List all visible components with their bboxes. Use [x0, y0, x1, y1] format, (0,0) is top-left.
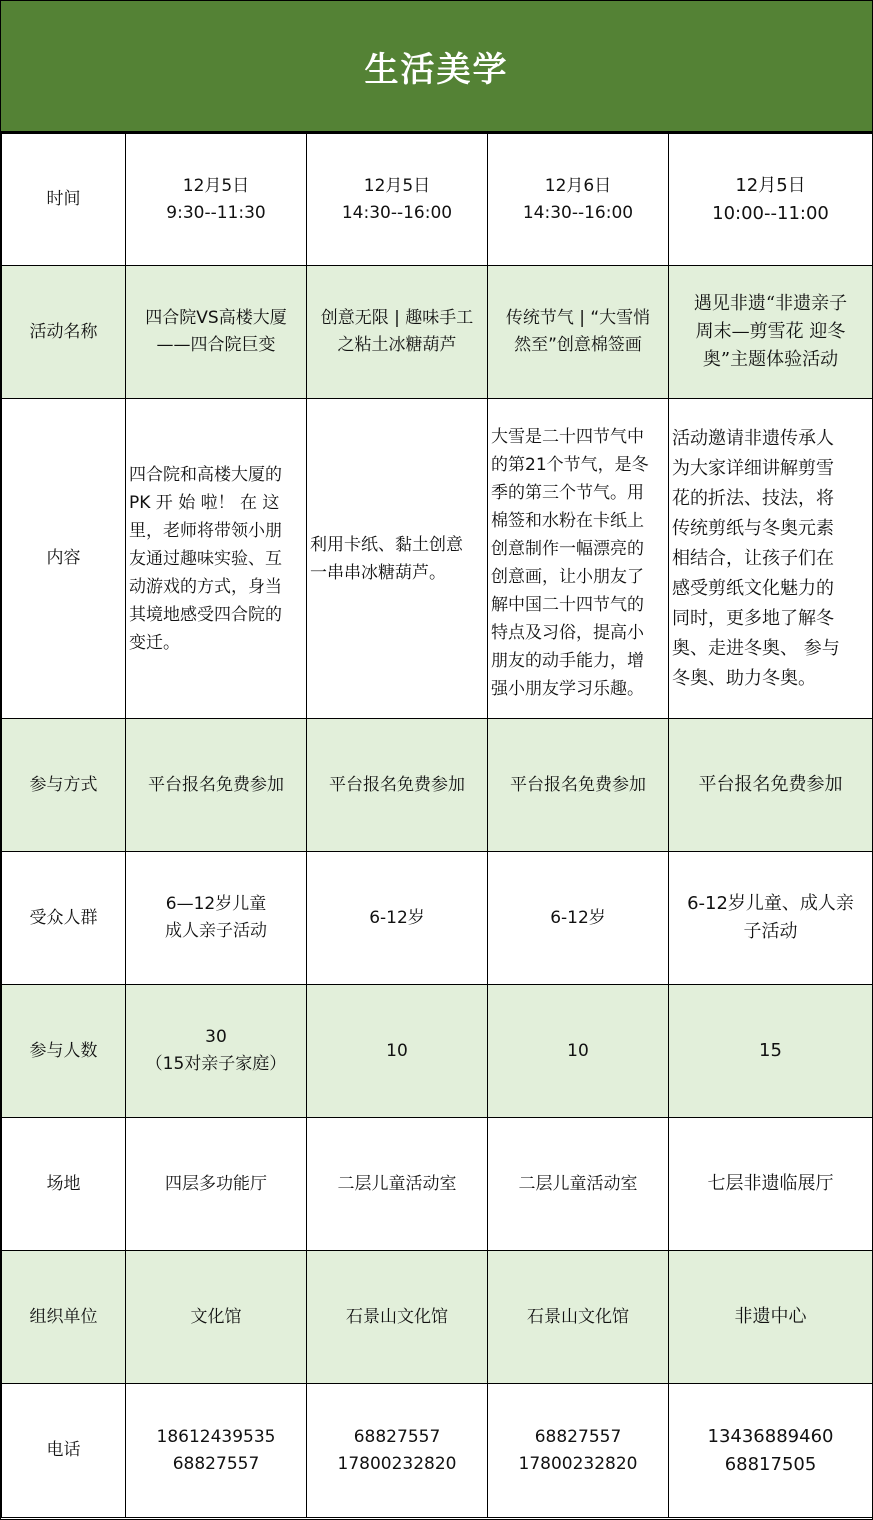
- cell-text-line: 石景山文化馆: [346, 1306, 448, 1327]
- cell-phone: [669, 1384, 873, 1518]
- cell-venue: [307, 1118, 488, 1251]
- cell-text-line: 花的折法、技法，将: [672, 487, 834, 509]
- cell-audience: [488, 852, 669, 985]
- cell-text-line: 一串串冰糖葫芦。: [310, 562, 446, 583]
- cell-text-line: 17800232820: [518, 1453, 638, 1474]
- cell-text-line: 成人亲子活动: [165, 921, 267, 941]
- cell-content: [488, 399, 669, 719]
- cell-text-line: 平台报名免费参加: [510, 774, 646, 795]
- cell-text-line: 友通过趣味实验、互: [129, 548, 282, 569]
- cell-text-line: ——四合院巨变: [156, 335, 276, 355]
- cell-text-line: 变迁。: [129, 632, 180, 653]
- cell-audience: [669, 852, 873, 985]
- cell-text-line: 创意制作一幅漂亮的: [491, 539, 644, 559]
- cell-text-line: 14:30--16:00: [341, 202, 453, 223]
- cell-text-line: 平台报名免费参加: [148, 774, 284, 795]
- cell-text-line: 平台报名免费参加: [698, 774, 843, 795]
- cell-text-line: 为大家详细讲解剪雪: [672, 457, 834, 479]
- cell-activity-name: [307, 266, 488, 399]
- cell-text-line: 平台报名免费参加: [329, 774, 465, 795]
- title-bar: [1, 1, 872, 133]
- row-venue: [2, 1118, 873, 1251]
- cell-time: [488, 134, 669, 266]
- cell-text-line: PK 开 始 啦！ 在 这: [129, 492, 280, 513]
- cell-text-line: 创意画，让小朋友了: [491, 567, 644, 587]
- cell-text-line: 然至”创意棉签画: [514, 335, 642, 355]
- cell-text-line: 10: [386, 1040, 408, 1061]
- cell-text-line: 之粘土冰糖葫芦: [337, 335, 457, 355]
- cell-text-line: 四合院VS高楼大厦: [145, 308, 287, 328]
- cell-text-line: 12月5日: [363, 175, 431, 196]
- cell-activity-name: [126, 266, 307, 399]
- row-phone: [2, 1384, 873, 1518]
- cell-text-line: 68827557: [353, 1426, 441, 1447]
- cell-text-line: 二层儿童活动室: [518, 1173, 638, 1194]
- cell-text-line: 创意无限 | 趣味手工: [320, 308, 474, 328]
- cell-text-line: 七层非遗临展厅: [707, 1173, 834, 1194]
- cell-phone: [488, 1384, 669, 1518]
- cell-participation: [488, 719, 669, 852]
- cell-text-line: 大雪是二十四节气中: [491, 427, 644, 447]
- cell-content: [307, 399, 488, 719]
- row-label: 受众人群: [2, 852, 126, 985]
- cell-text-line: 传统剪纸与冬奥元素: [672, 517, 834, 539]
- cell-time: [126, 134, 307, 266]
- cell-text-line: 10:00--11:00: [712, 202, 829, 224]
- cell-text-line: 同时，更多地了解冬: [672, 607, 834, 629]
- cell-organizer: [307, 1251, 488, 1384]
- row-label: 时间: [2, 134, 126, 266]
- cell-venue: [669, 1118, 873, 1251]
- cell-text-line: 棉签和水粉在卡纸上: [491, 511, 644, 531]
- row-label: 组织单位: [2, 1251, 126, 1384]
- cell-text-line: 奥、走进冬奥、 参与: [672, 637, 840, 659]
- cell-text-line: 9:30--11:30: [166, 202, 266, 223]
- cell-text-line: 10: [567, 1040, 589, 1061]
- cell-participation: [669, 719, 873, 852]
- cell-text-line: 传统节气 | “大雪悄: [505, 308, 651, 328]
- cell-text-line: 14:30--16:00: [522, 202, 634, 223]
- cell-text-line: 15: [759, 1040, 782, 1061]
- cell-text-line: 石景山文化馆: [527, 1306, 629, 1327]
- cell-text-line: 文化馆: [190, 1306, 242, 1327]
- row-label: 场地: [2, 1118, 126, 1251]
- cell-participation: [307, 719, 488, 852]
- cell-venue: [126, 1118, 307, 1251]
- cell-text-line: 遇见非遗“非遗亲子: [693, 293, 848, 314]
- cell-text-line: （15对亲子家庭）: [145, 1054, 287, 1074]
- cell-text-line: 解中国二十四节气的: [491, 595, 644, 615]
- cell-text-line: 6-12岁: [550, 907, 606, 928]
- cell-text-line: 利用卡纸、黏土创意: [310, 534, 463, 555]
- cell-text-line: 68827557: [172, 1453, 260, 1474]
- cell-headcount: [488, 985, 669, 1118]
- cell-text-line: 17800232820: [337, 1453, 457, 1474]
- cell-content: [669, 399, 873, 719]
- cell-text-line: 68827557: [534, 1426, 622, 1447]
- cell-text-line: 6—12岁儿童: [165, 894, 267, 914]
- row-content: [2, 399, 873, 719]
- cell-headcount: [126, 985, 307, 1118]
- cell-time: [669, 134, 873, 266]
- cell-text-line: 30: [205, 1027, 227, 1047]
- cell-content: [126, 399, 307, 719]
- cell-text-line: 季的第三个节气。用: [491, 483, 644, 503]
- cell-activity-name: [488, 266, 669, 399]
- row-label: 内容: [2, 399, 126, 719]
- cell-text-line: 活动邀请非遗传承人: [672, 427, 834, 449]
- cell-activity-name: [669, 266, 873, 399]
- cell-text-line: 感受剪纸文化魅力的: [672, 577, 834, 599]
- cell-headcount: [307, 985, 488, 1118]
- row-label: 活动名称: [2, 266, 126, 399]
- cell-text-line: 朋友的动手能力，增: [491, 651, 644, 671]
- row-label: 电话: [2, 1384, 126, 1518]
- cell-phone: [126, 1384, 307, 1518]
- cell-text-line: 非遗中心: [734, 1306, 807, 1327]
- cell-headcount: [669, 985, 873, 1118]
- cell-text-line: 12月5日: [182, 175, 250, 196]
- cell-audience: [126, 852, 307, 985]
- row-audience: [2, 852, 873, 985]
- row-time: [2, 134, 873, 266]
- cell-text-line: 动游戏的方式，身当: [129, 576, 282, 597]
- cell-text-line: 12月6日: [544, 175, 612, 196]
- cell-text-line: 冬奥、助力冬奥。: [672, 667, 816, 689]
- cell-text-line: 6-12岁儿童、成人亲: [687, 893, 854, 914]
- cell-text-line: 6-12岁: [369, 907, 425, 928]
- cell-text-line: 奥”主题体验活动: [702, 349, 839, 370]
- cell-text-line: 相结合，让孩子们在: [672, 547, 834, 569]
- cell-text-line: 特点及习俗，提高小: [491, 623, 644, 643]
- cell-organizer: [669, 1251, 873, 1384]
- cell-text-line: 18612439535: [156, 1426, 276, 1447]
- row-headcount: [2, 985, 873, 1118]
- row-organizer: [2, 1251, 873, 1384]
- row-label: 参与方式: [2, 719, 126, 852]
- cell-participation: [126, 719, 307, 852]
- row-label: 参与人数: [2, 985, 126, 1118]
- cell-text-line: 68817505: [724, 1453, 817, 1475]
- cell-time: [307, 134, 488, 266]
- cell-text-line: 13436889460: [707, 1425, 834, 1447]
- cell-organizer: [488, 1251, 669, 1384]
- cell-phone: [307, 1384, 488, 1518]
- cell-text-line: 强小朋友学习乐趣。: [491, 679, 644, 699]
- row-activity-name: [2, 266, 873, 399]
- cell-venue: [488, 1118, 669, 1251]
- cell-text-line: 周末—剪雪花 迎冬: [695, 321, 846, 342]
- cell-audience: [307, 852, 488, 985]
- cell-text-line: 子活动: [743, 921, 798, 942]
- page-title: 生活美学: [364, 49, 509, 90]
- cell-organizer: [126, 1251, 307, 1384]
- cell-text-line: 其境地感受四合院的: [129, 604, 282, 625]
- row-participation: [2, 719, 873, 852]
- cell-text-line: 12月5日: [735, 174, 806, 196]
- cell-text-line: 四合院和高楼大厦的: [129, 464, 282, 485]
- cell-text-line: 的第21个节气，是冬: [491, 455, 649, 475]
- cell-text-line: 四层多功能厅: [165, 1173, 267, 1194]
- cell-text-line: 里，老师将带领小朋: [129, 520, 282, 541]
- activity-table: [1, 133, 873, 1518]
- cell-text-line: 二层儿童活动室: [337, 1173, 457, 1194]
